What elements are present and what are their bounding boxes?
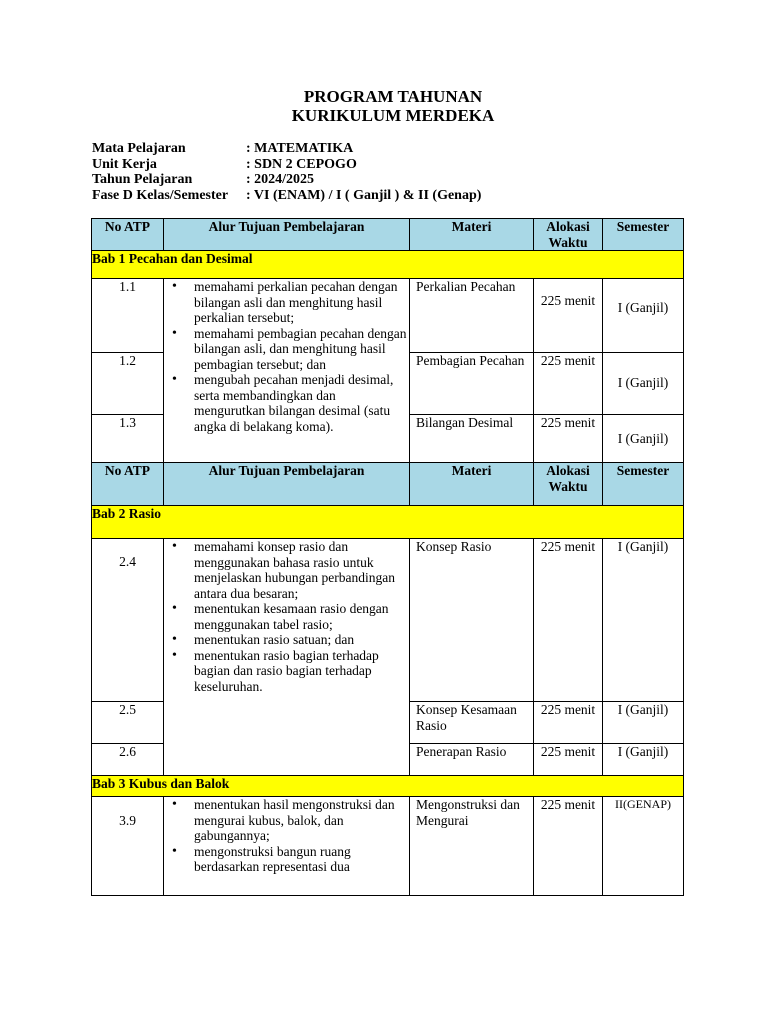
header-alokasi: Alokasi Waktu [534, 219, 603, 251]
alokasi-cell: 225 menit [534, 539, 603, 702]
objective-item: • mengonstruksi bangun ruang berdasarkan representasi dua [194, 844, 409, 875]
alokasi-cell: 225 menit [534, 353, 603, 415]
header-alur: Alur Tujuan Pembelajaran [164, 219, 410, 251]
objectives-list [164, 279, 409, 434]
table-header-row [92, 219, 684, 251]
materi-cell: Konsep Rasio [410, 539, 534, 702]
alokasi-cell: 225 menit [534, 279, 603, 353]
meta-label: Tahun Pelajaran [92, 172, 193, 187]
meta-row-year [92, 172, 481, 188]
objective-item: • mengubah pecahan menjadi desimal, serta membandingkan dan mengurutkan bilangan desimal (satu angka di belakang koma). [194, 372, 409, 434]
table-row [92, 539, 684, 702]
bab-title: Bab 2 Rasio [92, 506, 684, 539]
objective-item: • menentukan rasio satuan; dan [194, 632, 409, 648]
atp-table-bab1 [91, 218, 684, 464]
atp-number: 1.1 [92, 279, 164, 353]
header-alokasi: Alokasi Waktu [534, 463, 603, 506]
alokasi-cell: 225 menit [534, 797, 603, 896]
meta-value: : 2024/2025 [246, 172, 315, 187]
atp-number: 3.9 [92, 797, 164, 896]
bab-title: Bab 3 Kubus dan Balok [92, 776, 684, 797]
semester-cell: I (Ganjil) [603, 744, 684, 776]
semester-cell: I (Ganjil) [603, 279, 684, 353]
objectives-cell [164, 279, 410, 464]
alokasi-cell: 225 menit [534, 415, 603, 464]
header-materi: Materi [410, 219, 534, 251]
semester-cell: II(GENAP) [603, 797, 684, 896]
semester-cell: I (Ganjil) [603, 702, 684, 744]
alokasi-cell: 225 menit [534, 744, 603, 776]
objective-item: • menentukan kesamaan rasio dengan menggunakan tabel rasio; [194, 601, 409, 632]
alokasi-cell: 225 menit [534, 702, 603, 744]
header-materi: Materi [410, 463, 534, 506]
materi-cell: Perkalian Pecahan [410, 279, 534, 353]
table-header-row [92, 463, 684, 506]
meta-label: Unit Kerja [92, 156, 157, 172]
bab-row [92, 776, 684, 797]
materi-cell: Mengonstruksi dan Mengurai [410, 797, 534, 896]
semester-cell: I (Ganjil) [603, 353, 684, 415]
objectives-cell [164, 539, 410, 776]
meta-row-subject [92, 141, 481, 157]
header-semester: Semester [603, 219, 684, 251]
document-meta [92, 141, 481, 203]
atp-number: 1.3 [92, 415, 164, 464]
table-row [92, 279, 684, 353]
meta-value: : SDN 2 CEPOGO [246, 156, 357, 172]
meta-value: : MATEMATIKA [246, 141, 354, 156]
bab-title: Bab 1 Pecahan dan Desimal [92, 251, 684, 279]
atp-number: 1.2 [92, 353, 164, 415]
bab-row [92, 506, 684, 539]
page-title-line2: KURIKULUM MERDEKA [291, 106, 495, 125]
meta-row-phase [92, 188, 481, 204]
objectives-list [164, 797, 409, 875]
atp-number: 2.4 [92, 539, 164, 702]
materi-cell: Bilangan Desimal [410, 415, 534, 464]
header-no-atp: No ATP [92, 219, 164, 251]
meta-value: : VI (ENAM) / I ( Ganjil ) & II (Genap) [246, 187, 482, 203]
atp-number: 2.6 [92, 744, 164, 776]
objective-item: • menentukan rasio bagian terhadap bagian dan rasio bagian terhadap keseluruhan. [194, 648, 409, 695]
bab-row [92, 251, 684, 279]
objectives-list [164, 539, 409, 694]
header-alur: Alur Tujuan Pembelajaran [164, 463, 410, 506]
header-semester: Semester [603, 463, 684, 506]
objective-item: • menentukan hasil mengonstruksi dan mengurai kubus, balok, dan gabungannya; [194, 797, 409, 844]
meta-label: Mata Pelajaran [92, 141, 186, 156]
materi-cell: Pembagian Pecahan [410, 353, 534, 415]
objective-item: • memahami pembagian pecahan dengan bilangan asli, dan menghitung hasil pembagian tersebut; dan [194, 326, 409, 373]
atp-number: 2.5 [92, 702, 164, 744]
table-row [92, 797, 684, 896]
meta-row-unit [92, 157, 481, 173]
semester-cell: I (Ganjil) [603, 539, 684, 702]
objectives-cell [164, 797, 410, 896]
materi-cell: Konsep Kesamaan Rasio [410, 702, 534, 744]
objective-item: • memahami perkalian pecahan dengan bilangan asli dan menghitung hasil perkalian tersebut; [194, 279, 409, 326]
materi-cell: Penerapan Rasio [410, 744, 534, 776]
meta-label: Fase D Kelas/Semester [92, 187, 229, 203]
atp-table-bab2 [91, 462, 684, 896]
semester-cell: I (Ganjil) [603, 415, 684, 464]
objective-item: • memahami konsep rasio dan menggunakan bahasa rasio untuk menjelaskan hubungan perbandingan antara dua besaran; [194, 539, 409, 601]
page-title-line1: PROGRAM TAHUNAN [303, 87, 483, 106]
header-no-atp: No ATP [92, 463, 164, 506]
